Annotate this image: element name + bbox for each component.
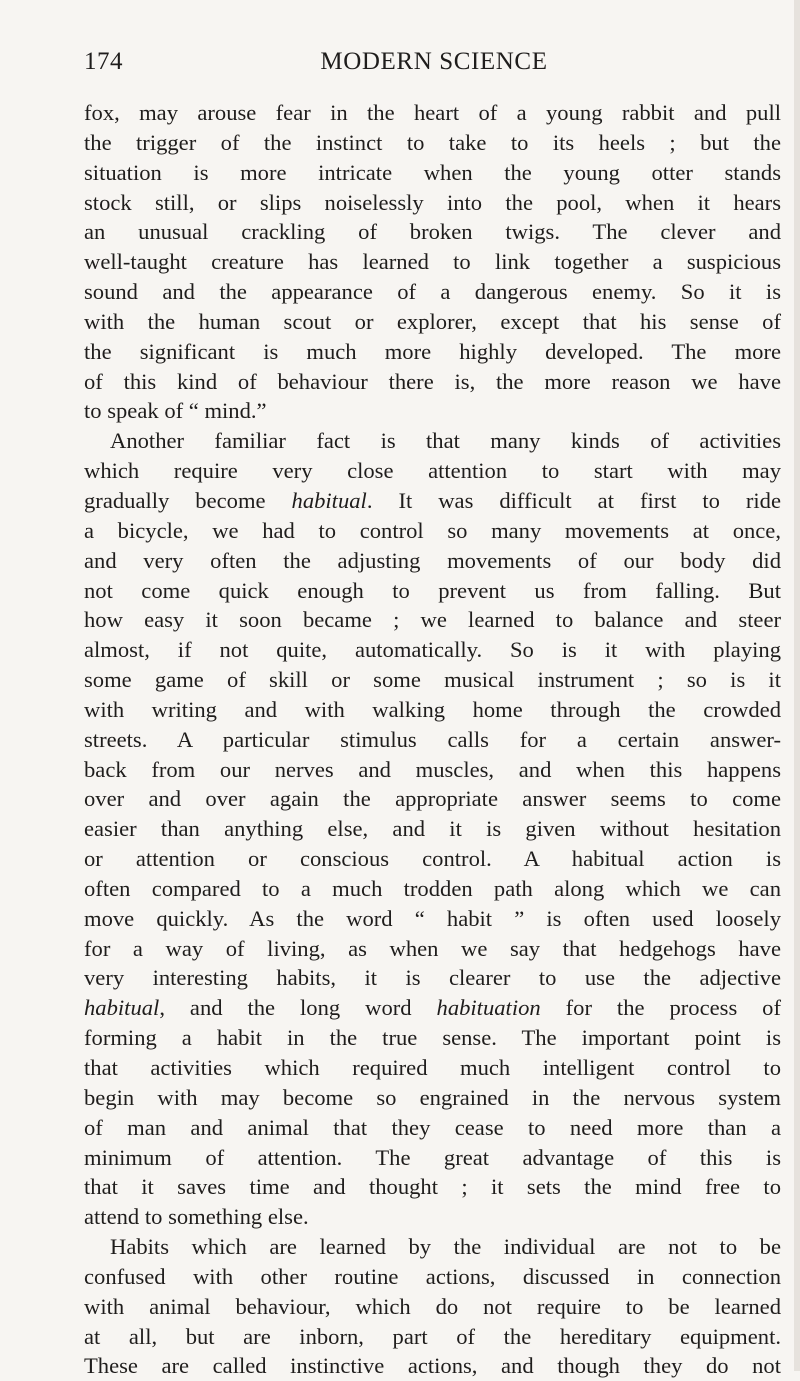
text-line: how easy it soon became ; we learned to balance and steer (84, 607, 781, 633)
text-fragment: for the process of (540, 995, 781, 1021)
text-fragment: , and the long word (159, 995, 437, 1021)
text-line: very interesting habits, it is clearer to use the adjective (84, 965, 781, 991)
text-line: often compared to a much trodden path along which we can (84, 875, 781, 901)
text-line (84, 993, 781, 1023)
text-line: stock still, or slips noiselessly into the pool, when it hears (84, 189, 781, 215)
text-line: or attention or conscious control. A habitual action is (84, 846, 781, 872)
text-line: which require very close attention to start with may (84, 458, 781, 484)
text-line: begin with may become so engrained in the nervous system (84, 1084, 781, 1110)
italic-term: habituation (436, 995, 541, 1021)
text-line: for a way of living, as when we say that hedgehogs have (84, 935, 781, 961)
text-line: not come quick enough to prevent us from falling. But (84, 577, 781, 603)
text-line: and very often the adjusting movements of our body did (84, 547, 781, 573)
text-line: These are called instinctive actions, and though they do not (84, 1353, 781, 1379)
text-line: some game of skill or some musical instrument ; so is it (84, 667, 781, 693)
text-line: minimum of attention. The great advantage of this is (84, 1144, 781, 1170)
text-line: well-taught creature has learned to link together a suspicious (84, 249, 781, 275)
text-fragment: gradually become (84, 487, 292, 513)
text-line: back from our nerves and muscles, and when this happens (84, 756, 781, 782)
page-number: 174 (84, 48, 123, 75)
page-header (84, 48, 784, 88)
text-line: to speak of “ mind.” (84, 398, 267, 424)
italic-term: habitual (84, 995, 160, 1021)
page-edge (794, 0, 800, 1371)
text-line: with animal behaviour, which do not require to be learned (84, 1293, 781, 1319)
text-line: that activities which required much intelligent control to (84, 1055, 781, 1080)
text-line: at all, but are inborn, part of the hereditary equipment. (84, 1323, 781, 1349)
text-line: situation is more intricate when the young otter stands (84, 159, 781, 185)
text-line: Habits which are learned by the individual are not to be (110, 1234, 781, 1260)
body-text (84, 98, 781, 1381)
text-line: move quickly. As the word “ habit ” is often used loosely (84, 905, 781, 931)
text-line: over and over again the appropriate answer seems to come (84, 786, 781, 812)
text-line: the trigger of the instinct to take to its heels ; but the (84, 129, 781, 155)
text-line: sound and the appearance of a dangerous enemy. So it is (84, 279, 781, 305)
text-line: confused with other routine actions, discussed in connection (84, 1263, 781, 1289)
text-line (84, 486, 781, 516)
text-line: attend to something else. (84, 1204, 309, 1230)
running-head: MODERN SCIENCE (320, 48, 548, 75)
text-line: Another familiar fact is that many kinds of activities (110, 428, 781, 454)
text-line: streets. A particular stimulus calls for a certain answer- (84, 726, 781, 752)
text-line: an unusual crackling of broken twigs. The clever and (84, 219, 781, 245)
text-line: with the human scout or explorer, except that his sense of (84, 308, 781, 334)
text-line: forming a habit in the true sense. The important point is (84, 1025, 781, 1051)
text-line: that it saves time and thought ; it sets the mind free to (84, 1174, 781, 1200)
text-line: a bicycle, we had to control so many movements at once, (84, 517, 781, 543)
text-line: the significant is much more highly developed. The more (84, 338, 781, 364)
text-line: of man and animal that they cease to need more than a (84, 1114, 781, 1140)
text-fragment: . It was difficult at first to ride (366, 487, 781, 513)
text-line: with writing and with walking home through the crowded (84, 696, 781, 722)
text-line: fox, may arouse fear in the heart of a young rabbit and pull (84, 100, 781, 125)
text-line: of this kind of behaviour there is, the more reason we have (84, 368, 781, 394)
text-line: almost, if not quite, automatically. So is it with playing (84, 637, 781, 663)
text-line: easier than anything else, and it is given without hesitation (84, 816, 781, 842)
italic-term: habitual (291, 487, 367, 513)
